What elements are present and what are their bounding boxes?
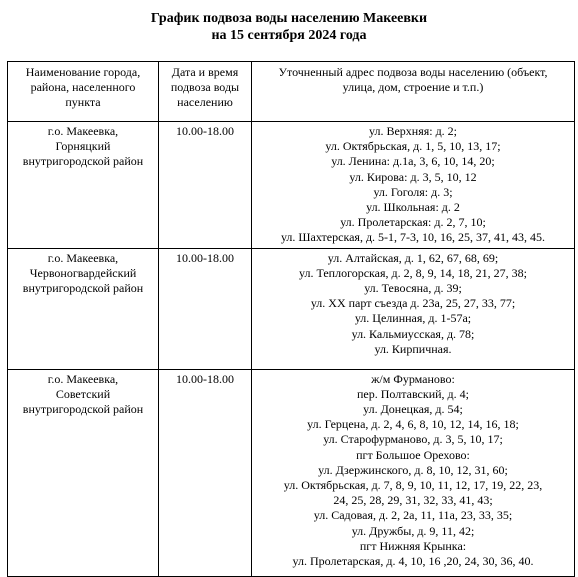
address-cell [252, 122, 575, 249]
water-delivery-schedule-table [7, 61, 575, 577]
address-line: ул. Тевосяна, д. 39; [364, 281, 462, 296]
address-line: ул. Верхняя: д. 2; [368, 124, 458, 138]
header-line: Наименование города, [25, 65, 141, 79]
address-line: ул. Кирпичная. [374, 341, 452, 356]
address-line: ул. Садовая, д. 2, 2а, 11, 11а, 23, 33, 35; [313, 508, 513, 523]
address-line: ул. Октябрьская, д. 1, 5, 10, 13, 17; [325, 139, 501, 154]
location-line: Советский [55, 386, 111, 401]
address-line: ж/м Фурманово: [371, 371, 455, 386]
header-line: пункта [65, 95, 101, 110]
address-line: ул. Пролетарская, д. 4, 10, 16 ,20, 24, 30, 36, 40. [292, 554, 534, 569]
address-line: ул. Донецкая, д. 54; [363, 402, 463, 417]
address-line: ул. Дзержинского, д. 8, 10, 12, 31, 60; [318, 462, 508, 477]
address-cell [252, 369, 575, 576]
title-line-2: на 15 сентября 2024 года [211, 28, 367, 43]
location-line: г.о. Макеевка, [47, 124, 119, 138]
address-line: ул. Ленина: д.1а, 3, 6, 10, 14, 20; [331, 154, 495, 169]
address-line: ул. Гоголя: д. 3; [373, 184, 453, 199]
location-line: внутригородской район [22, 281, 144, 296]
location-line: Червоногвардейский [29, 265, 137, 280]
address-line: ул. Старофурманово, д. 3, 5, 10, 17; [323, 432, 503, 447]
table-row [8, 122, 575, 249]
header-line: района, населенного [30, 80, 136, 95]
address-line: ул. Алтайская, д. 1, 62, 67, 68, 69; [327, 250, 499, 265]
address-line: ул. Кирова: д. 3, 5, 10, 12 [349, 169, 477, 184]
header-line: подвоза воды [170, 80, 240, 95]
header-datetime [159, 62, 252, 122]
location-line: г.о. Макеевка, [47, 250, 119, 265]
time-cell: 10.00-18.00 [159, 369, 252, 576]
header-line: Дата и время [171, 65, 239, 79]
address-line: ул. XX парт съезда д. 23а, 25, 27, 33, 77; [310, 296, 516, 311]
location-cell [8, 369, 159, 576]
address-line: ул. Целинная, д. 1-57а; [354, 311, 472, 326]
header-line: Уточненный адрес подвоза воды населению (объект, [278, 65, 548, 79]
location-cell [8, 248, 159, 369]
address-line: ул. Дружбы, д. 9, 11, 42; [351, 523, 475, 538]
header-line: улица, дом, строение и т.п.) [342, 80, 484, 95]
location-line: Горняцкий [55, 139, 111, 154]
address-line: ул. Теплогорская, д. 2, 8, 9, 14, 18, 21, 27, 38; [299, 265, 527, 280]
location-line: внутригородской район [22, 154, 144, 169]
header-location [8, 62, 159, 122]
address-line: ул. Кальмиусская, д. 78; [351, 326, 475, 341]
address-cell [252, 248, 575, 369]
address-line: ул. Пролетарская: д. 2, 7, 10; [340, 215, 486, 230]
address-line: пгт Нижняя Крынка: [359, 538, 467, 553]
table-header-row [8, 62, 575, 122]
location-line: внутригородской район [22, 402, 144, 417]
address-line: ул. Школьная: д. 2 [366, 200, 460, 215]
header-line: населению [177, 95, 233, 110]
address-line: ул. Герцена, д. 2, 4, 6, 8, 10, 12, 14, 16, 18; [307, 417, 519, 432]
location-cell [8, 122, 159, 249]
time-cell: 10.00-18.00 [159, 248, 252, 369]
table-row [8, 248, 575, 369]
address-line: ул. Октябрьская, д. 7, 8, 9, 10, 11, 12, 17, 19, 22, 23, [283, 478, 543, 493]
address-line: ул. Шахтерская, д. 5-1, 7-3, 10, 16, 25, 37, 41, 43, 45. [280, 230, 546, 245]
table-row [8, 369, 575, 576]
address-line: пер. Полтавский, д. 4; [357, 386, 469, 401]
document-title [0, 10, 578, 44]
header-address [252, 62, 575, 122]
address-line: 24, 25, 28, 29, 31, 32, 33, 41, 43; [333, 493, 493, 508]
title-line-1: График подвоза воды населению Макеевки [150, 11, 428, 26]
address-line: пгт Большое Орехово: [356, 447, 470, 462]
time-cell: 10.00-18.00 [159, 122, 252, 249]
location-line: г.о. Макеевка, [47, 371, 119, 386]
